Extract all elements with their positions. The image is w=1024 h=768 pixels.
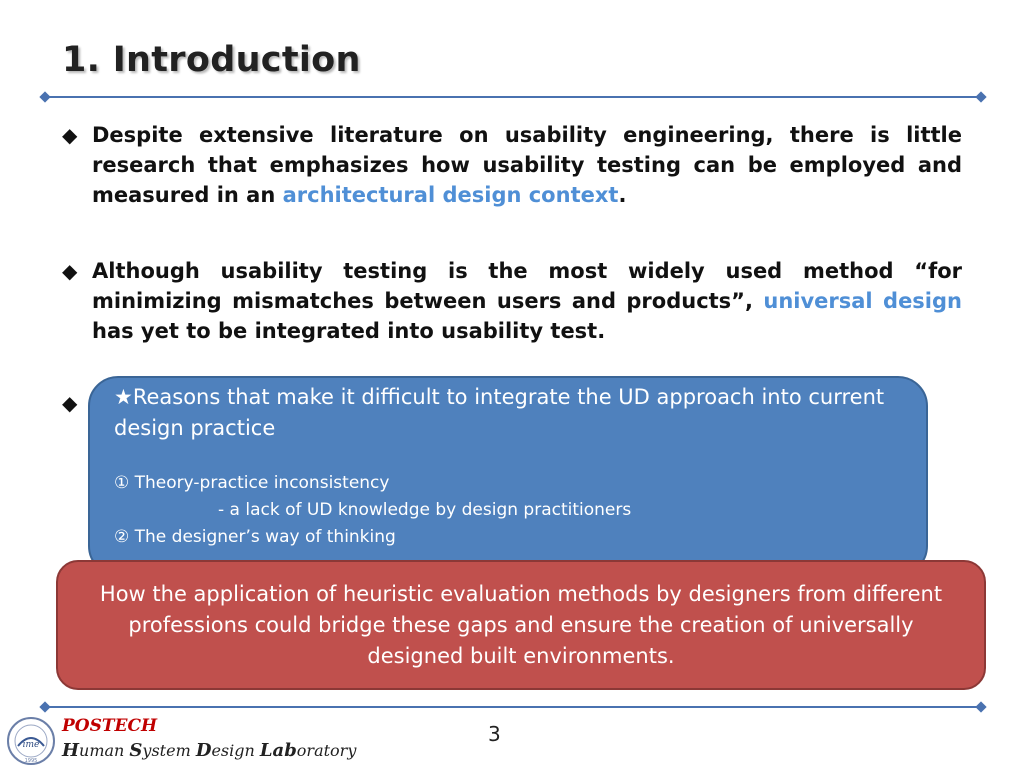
diamond-bullet-icon: ◆ bbox=[62, 259, 78, 283]
bullet-text-end: . bbox=[618, 183, 627, 207]
reasons-callout bbox=[88, 376, 928, 576]
star-icon: ★ bbox=[114, 385, 133, 409]
bullet-highlight: universal design bbox=[763, 289, 962, 313]
reason-subitem: - a lack of UD knowledge by design practitioners bbox=[218, 500, 632, 520]
diamond-bullet-icon: ◆ bbox=[62, 391, 78, 415]
research-question-callout bbox=[56, 560, 986, 690]
reason-item: ② The designer’s way of thinking bbox=[114, 527, 396, 547]
bullet-item bbox=[62, 256, 962, 346]
page-number: 3 bbox=[488, 722, 501, 746]
reasons-heading: ★Reasons that make it difficult to integrate the UD approach into current design practice bbox=[114, 385, 885, 440]
bullet-item bbox=[62, 120, 962, 210]
bullet-text-end: has yet to be integrated into usability test. bbox=[92, 319, 606, 343]
slide-title: 1. Introduction bbox=[62, 40, 361, 80]
research-question-text: How the application of heuristic evaluation methods by designers from different professions could bridge these gaps and ensure the creation of universally designed built environments. bbox=[99, 581, 943, 668]
postech-label: POSTECH bbox=[62, 716, 158, 736]
bullet-text: Although usability testing is the most widely used method “for minimizing mismatches between users and products”, bbox=[92, 259, 962, 313]
diamond-bullet-icon: ◆ bbox=[62, 123, 78, 147]
footer-divider bbox=[44, 706, 982, 708]
bullet-text: Despite extensive literature on usability engineering, there is little research that emphasizes how usability testing can be employed and measured in an bbox=[92, 123, 962, 207]
lab-name: Human System Design Laboratory bbox=[62, 740, 357, 761]
ime-seal-logo bbox=[6, 716, 56, 766]
title-divider bbox=[44, 96, 982, 98]
bullet-highlight: architectural design context bbox=[282, 183, 619, 207]
svg-text:1995: 1995 bbox=[24, 758, 38, 764]
reason-item: ① Theory-practice inconsistency bbox=[114, 473, 390, 493]
svg-text:ime: ime bbox=[22, 740, 40, 750]
